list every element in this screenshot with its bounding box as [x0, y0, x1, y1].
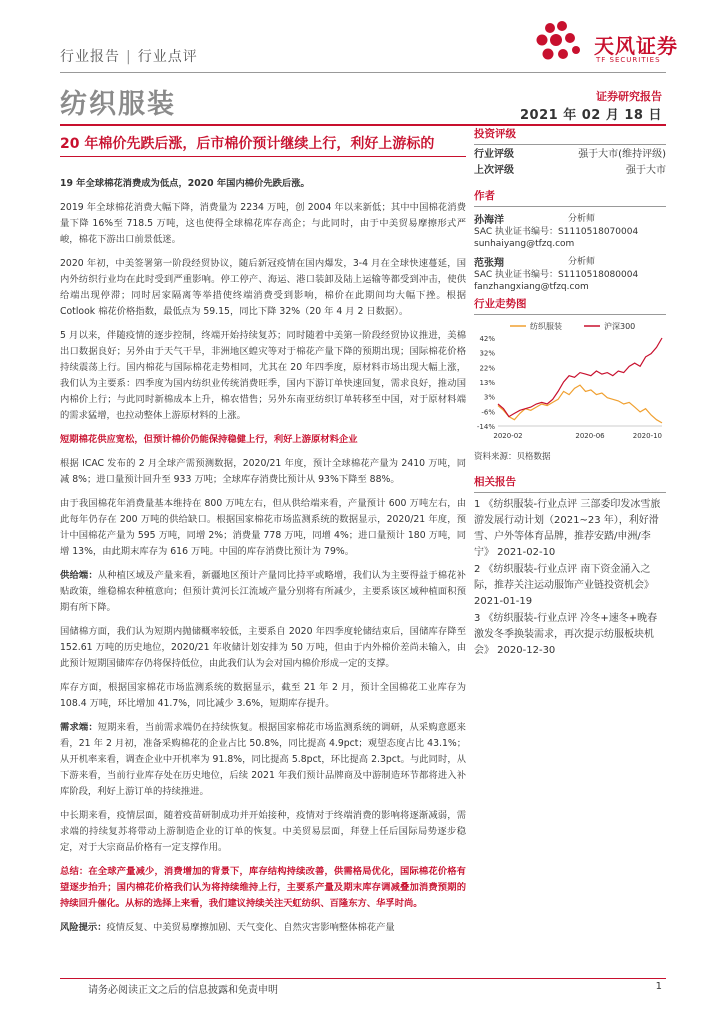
risk-lead: 风险提示：	[60, 922, 107, 933]
trend-panel	[474, 296, 666, 315]
paragraph: 5 月以来，伴随疫情的逐步控制，终端开始持续复苏；同时随着中美第一阶段经贸协议推进，美棉出口数据良好；另外由于天气干旱，非洲地区蝗灾等对于棉花产量下降的预期出现；国际棉花价格持续震荡上行。国内棉花与国际棉花走势相同，尤其在 20 年四季度，原材料市场出现大幅上涨，我们认为主要系：四季度为国内纺织业传统消费旺季，国内下游订单快速回复，需求良好，推动国内棉价上行；与此同时新棉成本上升，棉农惜售；另外东南亚纺织订单转移至中国，对于原材料端的需求猛增，也拉动整体上游原材料的上涨。	[60, 330, 466, 421]
report-title: 20 年棉价先跌后涨，后市棉价预计继续上行，利好上游标的	[60, 136, 435, 152]
y-tick-label: -14%	[476, 423, 495, 431]
author-email[interactable]: sunhaiyang@tfzq.com	[474, 239, 575, 249]
risk-text: 疫情反复、中美贸易摩擦加剧、天气变化、自然灾害影响整体棉花产量	[106, 922, 395, 933]
summary-paragraph	[60, 864, 466, 912]
author-block	[474, 254, 666, 293]
footer-disclaimer[interactable]: 请务必阅读正文之后的信息披露和免责申明	[88, 985, 278, 996]
legend-label: 沪深300	[604, 322, 636, 331]
author-role: 分析师	[568, 214, 596, 224]
category-industry-review: 行业点评	[137, 49, 198, 65]
paragraph: 2019 年全球棉花消费大幅下降，消费量为 2234 万吨，创 2004 年以来新低；其中中国棉花消费量下降 16%至 718.5 万吨，这也使得全球棉花库存高企；与此同时，由于中美贸易摩擦形式严峻，棉花下游出口前景低迷。	[60, 202, 466, 245]
paragraph: 根据 ICAC 发布的 2 月全球产需预测数据，2020/21 年度，预计全球棉花产量为 2410 万吨，同减 8%；进口量预计回升至 933 万吨；全球库存消费比预计从 93%下降至 88%。	[60, 458, 466, 485]
series-line	[498, 338, 662, 417]
paragraph: 中长期来看，疫情层面，随着疫苗研制成功并开始接种，疫情对于终端消费的影响将逐渐减弱，需求端的持续复苏将带动上游制造企业的订单的恢复。中美贸易层面，拜登上任后国际局势逐步稳定，对于大宗商品价格有一定支撑作用。	[60, 810, 466, 853]
summary-lead: 总结：	[60, 866, 89, 877]
summary-text: 在全球产量减少，消费增加的背景下，库存结构持续改善，供需格局优化，国际棉花价格有望逐步抬升；国内棉花价格我们认为将持续维持上行，主要系产量及期末库存调减叠加消费预期的持续回升催化。从标的选择上来看，我们建议持续关注天虹纺织、百隆东方、华孚时尚。	[60, 866, 466, 909]
paragraph: 库存方面，根据国家棉花市场监测系统的数据显示，截至 21 年 2 月，预计全国棉花工业库存为 108.4 万吨，环比增加 41.7%，同比减少 3.6%，短期库存提升。	[60, 682, 466, 709]
rating-value: 强于大市(维持评级)	[578, 149, 666, 160]
legend-label: 纺织服装	[530, 322, 562, 331]
related-panel	[474, 474, 666, 660]
trend-title: 行业走势图	[474, 296, 666, 315]
report-category	[60, 46, 198, 66]
y-tick-label: 13%	[479, 379, 495, 387]
section-heading: 短期棉花供应宽松，但预计棉价仍能保持稳健上行，利好上游原材料企业	[60, 434, 358, 445]
rating-row	[474, 163, 666, 179]
paragraph	[60, 568, 466, 616]
report-type: 证券研究报告	[596, 90, 662, 103]
category-separator: |	[126, 49, 132, 65]
risk-paragraph	[60, 920, 466, 936]
y-tick-label: 22%	[479, 364, 495, 373]
author-email[interactable]: fanzhangxiang@tfzq.com	[474, 282, 589, 292]
x-tick-label: 2020-06	[575, 432, 605, 440]
brand-name: 天风证券	[594, 34, 678, 58]
related-list	[474, 497, 666, 659]
author-cert: SAC 执业证书编号：S1110518080004	[474, 270, 639, 280]
section-heading: 19 年全球棉花消费成为低点，2020 年国内棉价先跌后涨。	[60, 178, 310, 189]
rating-value: 强于大市	[626, 165, 666, 176]
related-report-item[interactable]: 2 《纺织服装-行业点评 南下资金涌入之际，推荐关注运动服饰产业链投资机会》 2021-01-19	[474, 564, 654, 607]
title-underline	[60, 156, 466, 157]
author-role: 分析师	[568, 257, 596, 267]
rating-row	[474, 147, 666, 163]
author-block	[474, 211, 666, 250]
rating-panel	[474, 126, 666, 179]
series-line	[498, 385, 662, 423]
rating-key: 行业评级	[474, 149, 514, 160]
author-header	[474, 211, 666, 226]
paragraph: 国储棉方面，我们认为短期内抛储概率较低，主要系自 2020 年四季度轮储结束后，国储库存降至 152.61 万吨的历史地位，2020/21 年收储计划安排为 50 万吨，但由于内外棉价差尚未输入，由此预计短期国储库存仍将保持低位，由此我们认为会对国内棉价形成一定的支撑。	[60, 626, 466, 669]
report-body	[60, 176, 466, 944]
chart-source: 资料来源：贝格数据	[474, 452, 551, 462]
paragraph: 2020 年初，中美签署第一阶段经贸协议，随后新冠疫情在国内爆发，3-4 月在全球快速蔓延，国内外纺织行业均在此时受到严重影响。停工停产、海运、港口装卸及陆上运输等都受到冲击，使供给端出现停滞；同时居家隔离等举措使终端消费受到影响，棉价在此期间均大幅下挫。根据 Cotlook 棉花价格指数，最低点为 59.15，同比下降 32%（20 年 4 月 2 日数据）。	[60, 258, 466, 317]
paragraph: 由于我国棉花年消费量基本维持在 800 万吨左右，但从供给端来看，产量预计 600 万吨左右，由此每年仍存在 200 万吨的供给缺口。根据国家棉花市场监测系统的数据显示，2020/21 年度，预计中国棉花产量为 595 万吨，同增 2%；消费量 778 万吨，同增 4%；进口量预计 180 万吨，同增 13%，由此期末库存为 616 万吨。中国的库存消费比预计为 79%。	[60, 498, 466, 557]
rating-title: 投资评级	[474, 126, 666, 145]
x-tick-label: 2020-02	[493, 432, 523, 440]
author-name: 范张翔	[474, 258, 504, 269]
page-number: 1	[655, 981, 662, 992]
related-report-item[interactable]: 3 《纺织服装-行业点评 冷冬+速冬+晚春激发冬季换装需求，再次提示纺服板块机会》 2020-12-30	[474, 613, 658, 656]
y-tick-label: 42%	[479, 335, 495, 343]
y-tick-label: -6%	[481, 408, 495, 417]
tf-logo-mark	[532, 16, 590, 66]
author-title: 作者	[474, 188, 666, 207]
author-cert: SAC 执业证书编号：S1110518070004	[474, 227, 639, 237]
author-name: 孙海洋	[474, 215, 504, 226]
y-tick-label: 3%	[483, 393, 495, 402]
related-report-item[interactable]: 1 《纺织服装-行业点评 三部委印发冰雪旅游发展行动计划（2021~23 年），利好滑雪、户外等体育品牌，推荐安踏/申洲/李宁》 2021-02-10	[474, 499, 661, 558]
footer-divider	[60, 978, 666, 979]
rating-key: 上次评级	[474, 165, 514, 176]
y-tick-label: 32%	[479, 349, 495, 358]
paragraph-lead: 需求端：	[60, 722, 98, 733]
paragraph-text: 从种植区域及产量来看，新疆地区预计产量同比持平或略增，我们认为主要得益于棉花补贴政策，维稳棉农种植意向；但预计黄河长江流域产量分别将有所减少，主要系该区域种植面积预期有所下降。	[60, 570, 466, 613]
related-title: 相关报告	[474, 474, 666, 493]
report-date: 2021 年 02 月 18 日	[520, 108, 662, 123]
category-industry-report: 行业报告	[60, 49, 120, 65]
x-tick-label: 2020-10	[632, 432, 663, 440]
industry-trend-chart	[474, 318, 666, 442]
header-divider	[60, 72, 666, 73]
industry-name: 纺织服装	[60, 89, 176, 120]
paragraph-text: 短期来看，当前需求端仍在持续恢复。根据国家棉花市场监测系统的调研，从采购意愿来看，21 年 2 月初，准备采购棉花的企业占比 50.8%，同比提高 4.9pct；观望态度占比 43.1%；从开机率来看，调查企业中开机率为 91.8%，同比提高 5.8pct，环比提高 2.3pct。与此同时，从下游来看，当前行业库存处在历史地位，后续 2021 年我们预计品牌商及中游制造环节都将进入补库阶段，利好上游订单的持续推进。	[60, 722, 466, 797]
paragraph	[60, 720, 466, 800]
brand-name-en: TF SECURITIES	[596, 56, 661, 64]
paragraph-lead: 供给端：	[60, 570, 98, 581]
author-header	[474, 254, 666, 269]
author-panel	[474, 188, 666, 293]
